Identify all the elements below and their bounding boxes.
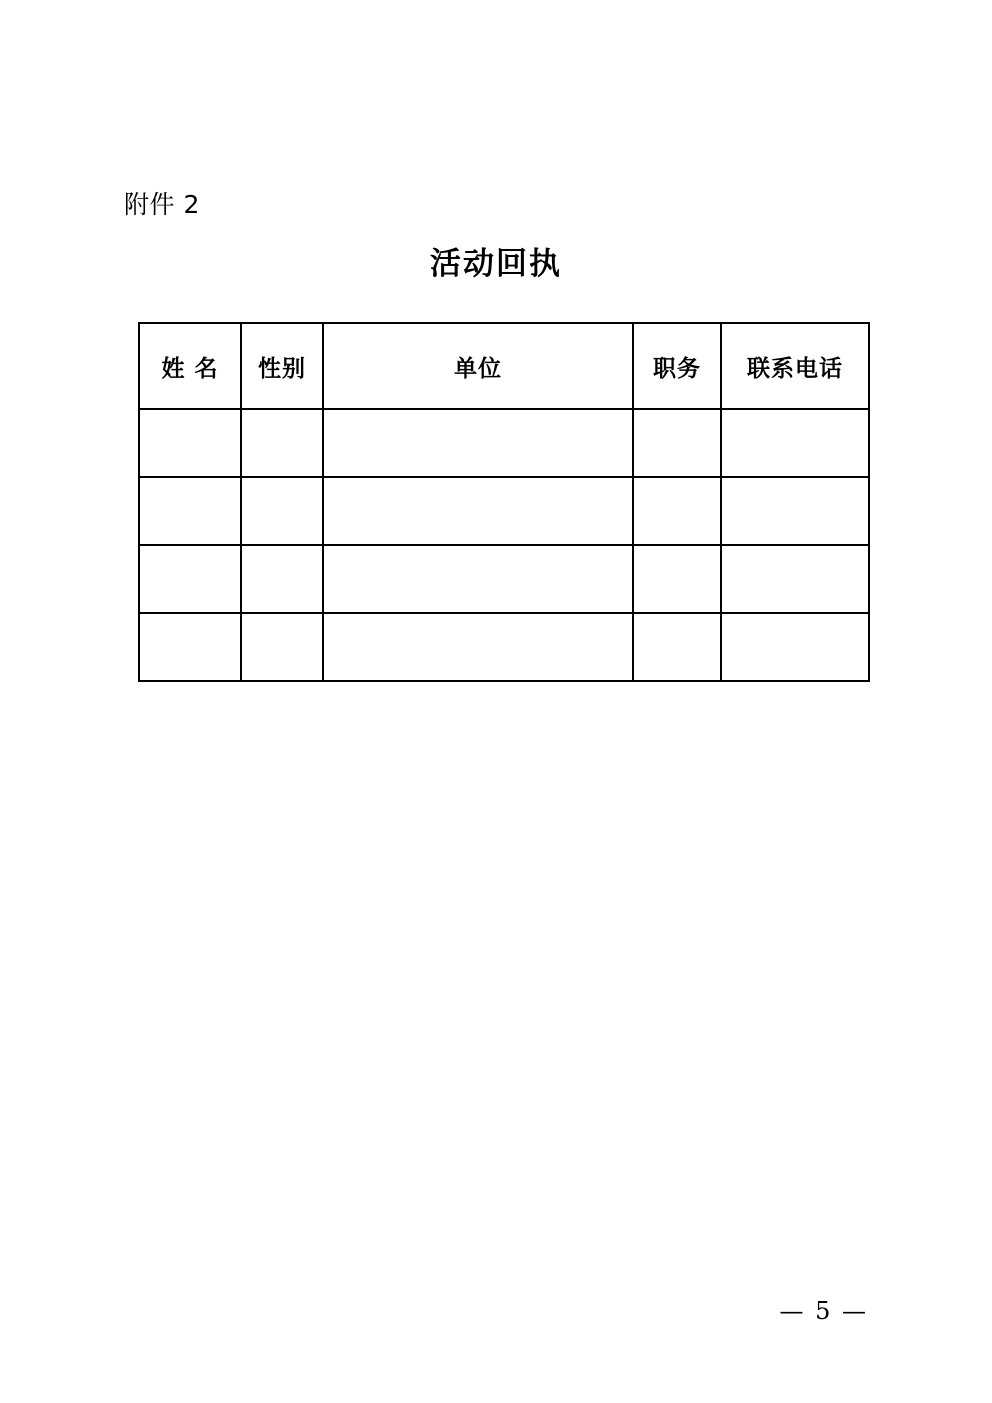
column-header-phone: 联系电话	[721, 323, 869, 409]
cell-name[interactable]	[139, 477, 241, 545]
column-header-gender: 性别	[241, 323, 323, 409]
cell-gender[interactable]	[241, 409, 323, 477]
cell-gender[interactable]	[241, 477, 323, 545]
cell-phone[interactable]	[721, 545, 869, 613]
attachment-label: 附件 2	[124, 190, 200, 219]
cell-gender[interactable]	[241, 545, 323, 613]
column-header-unit: 单位	[323, 323, 633, 409]
page-title: 活动回执	[430, 246, 562, 282]
cell-name[interactable]	[139, 545, 241, 613]
cell-post[interactable]	[633, 409, 721, 477]
table-row	[139, 477, 869, 545]
cell-phone[interactable]	[721, 477, 869, 545]
cell-unit[interactable]	[323, 613, 633, 681]
cell-phone[interactable]	[721, 409, 869, 477]
cell-gender[interactable]	[241, 613, 323, 681]
cell-post[interactable]	[633, 477, 721, 545]
table-row	[139, 613, 869, 681]
table-header-row	[139, 323, 869, 409]
cell-name[interactable]	[139, 613, 241, 681]
table-row	[139, 545, 869, 613]
cell-post[interactable]	[633, 545, 721, 613]
column-header-post: 职务	[633, 323, 721, 409]
receipt-table	[138, 322, 870, 682]
cell-phone[interactable]	[721, 613, 869, 681]
cell-name[interactable]	[139, 409, 241, 477]
cell-unit[interactable]	[323, 545, 633, 613]
cell-post[interactable]	[633, 613, 721, 681]
cell-unit[interactable]	[323, 477, 633, 545]
column-header-name: 姓 名	[139, 323, 241, 409]
cell-unit[interactable]	[323, 409, 633, 477]
page-number: — 5 —	[779, 1297, 868, 1325]
table-row	[139, 409, 869, 477]
